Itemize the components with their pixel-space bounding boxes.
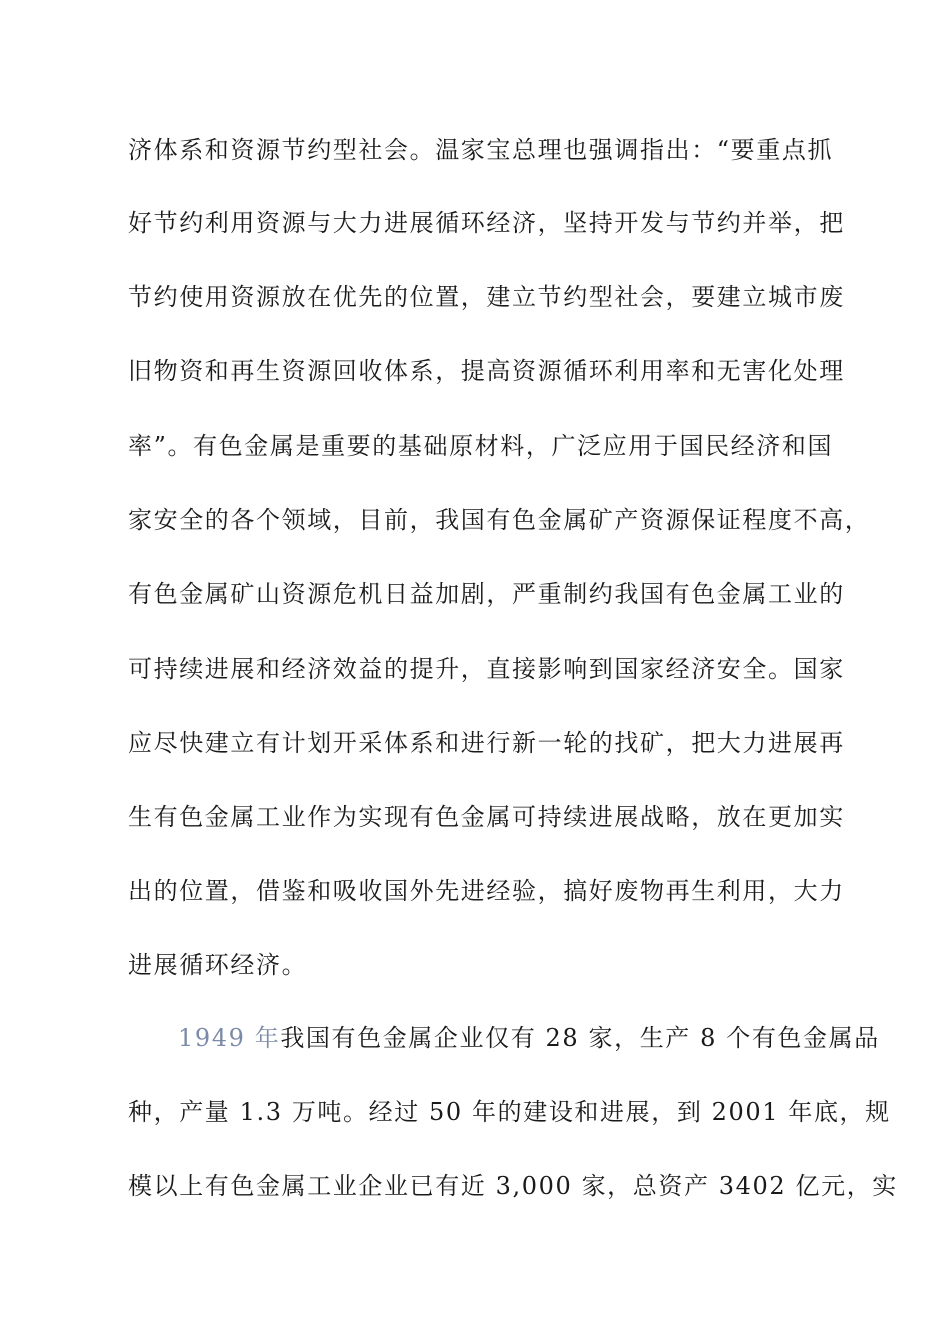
paragraph-1-line-1: 济体系和资源节约型社会。温家宝总理也强调指出：“要重点抓: [128, 136, 834, 164]
paragraph-1-line-4: 旧物资和再生资源回收体系，提高资源循环利用率和无害化处理: [128, 357, 845, 385]
paragraph-2-line-2: 种，产量 1.3 万吨。经过 50 年的建设和进展，到 2001 年底，规: [128, 1098, 891, 1126]
paragraph-1-line-6: 家安全的各个领域，目前，我国有色金属矿产资源保证程度不高，: [128, 506, 871, 534]
paragraph-1-line-8: 可持续进展和经济效益的提升，直接影响到国家经济安全。国家: [128, 655, 845, 683]
paragraph-2-line-1-text: 我国有色金属企业仅有 28 家，生产 8 个有色金属品: [280, 1024, 880, 1052]
paragraph-2-line-3: 模以上有色金属工业企业已有近 3,000 家，总资产 3402 亿元，实: [128, 1172, 898, 1200]
paragraph-1-line-2: 好节约利用资源与大力进展循环经济，坚持开发与节约并举，把: [128, 209, 845, 237]
paragraph-1-line-5: 率”。有色金属是重要的基础原材料，广泛应用于国民经济和国: [128, 432, 834, 460]
paragraph-1-line-3: 节约使用资源放在优先的位置，建立节约型社会，要建立城市废: [128, 283, 845, 311]
paragraph-1-line-10: 生有色金属工业作为实现有色金属可持续进展战略，放在更加实: [128, 803, 845, 831]
paragraph-1-line-12: 进展循环经济。: [128, 951, 308, 979]
paragraph-2-line-1: [178, 1022, 908, 1054]
paragraph-1-line-11: 出的位置，借鉴和吸收国外先进经验，搞好废物再生利用，大力: [128, 877, 845, 905]
paragraph-1-line-7: 有色金属矿山资源危机日益加剧，严重制约我国有色金属工业的: [128, 580, 845, 608]
year-1949: 1949 年: [178, 1024, 281, 1052]
paragraph-1-line-9: 应尽快建立有计划开采体系和进行新一轮的找矿，把大力进展再: [128, 729, 845, 757]
